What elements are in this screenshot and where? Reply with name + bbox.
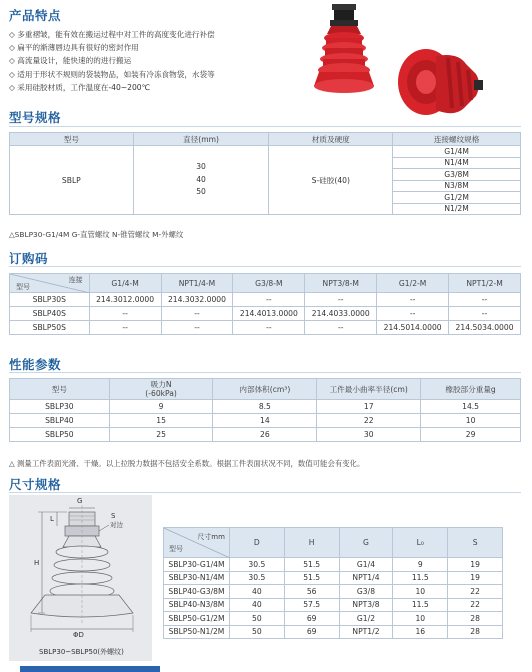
table-cell: 28 [448,625,503,639]
table-cell: 40 [229,585,284,599]
table-row [164,571,503,585]
table-cell: 51.5 [284,558,339,572]
row-label: SBLP30S [10,293,90,307]
row-label: SBLP50-G1/2M [164,612,230,626]
divider [9,372,521,373]
model-name: SBLP [10,146,134,215]
table-cell: G1/4 [339,558,393,572]
table-cell: 30 [317,428,421,442]
table-cell: 69 [284,625,339,639]
table-cell: -- [449,293,521,307]
corner-header [164,528,230,558]
table-cell: 11.5 [393,598,448,612]
table-cell: 14 [213,414,317,428]
divider [9,126,521,127]
feature-item: ◇ 采用硅胶材质，工作温度在-40~200℃ [9,82,151,92]
suction-cup-bottom-image [396,44,484,122]
table-row [10,321,521,335]
table-cell: 16 [393,625,448,639]
column-header: L₀ [393,528,448,558]
perf-table [9,378,521,442]
table-cell: 28 [448,612,503,626]
table-cell: 22 [317,414,421,428]
thread-value: N1/4M [393,157,521,169]
table-cell: 8.5 [213,400,317,414]
corner-bottom-label: 型号 [16,283,30,291]
table-cell: 19 [448,571,503,585]
corner-bottom-label: 型号 [169,545,183,553]
column-header: 型号 [10,379,110,400]
table-cell: 50 [229,625,284,639]
divider [9,266,521,267]
column-header: 橡胶部分重量g [421,379,521,400]
feature-item: ◇ 适用于形状不规则的袋装物品，如装有冷冻食物袋，水袋等 [9,69,215,79]
table-cell: -- [377,293,449,307]
table-cell: -- [305,321,377,335]
row-label: SBLP40S [10,307,90,321]
table-cell: G3/8 [339,585,393,599]
table-row [10,293,521,307]
table-cell: G1/2 [339,612,393,626]
column-header: 直径(mm) [133,133,269,146]
table-cell: 29 [421,428,521,442]
table-row [10,400,521,414]
thread-value: G3/8M [393,169,521,181]
order-title: 订购码 [9,251,49,266]
row-label: SBLP40-G3/8M [164,585,230,599]
corner-top-label: 连接 [68,276,83,284]
column-header: G1/4-M [89,274,161,293]
table-row [10,428,521,442]
table-cell: -- [89,307,161,321]
table-cell: -- [233,293,305,307]
column-header: G3/8-M [233,274,305,293]
table-row [10,307,521,321]
row-label: SBLP30-N1/4M [164,571,230,585]
column-header: G [339,528,393,558]
header-line: 吸力N [150,380,172,389]
thread-value: N1/2M [393,203,521,215]
column-header: 内部体积(cm³) [213,379,317,400]
table-cell: -- [305,293,377,307]
table-cell: 214.5034.0000 [449,321,521,335]
table-cell: NPT1/4 [339,571,393,585]
table-cell: 26 [213,428,317,442]
column-header: G1/2-M [377,274,449,293]
table-cell: 214.5014.0000 [377,321,449,335]
column-header [109,379,213,400]
table-cell: 19 [448,558,503,572]
dim-label-l: L [50,515,54,523]
diagram-caption: SBLP30~SBLP50(外螺纹) [39,648,124,656]
dim-label-s-desc: 对边 [110,521,123,529]
material-value: S-硅胶(40) [269,146,393,215]
row-label: SBLP50 [10,428,110,442]
table-cell: -- [161,307,233,321]
table-cell: 30.5 [229,571,284,585]
table-cell: 10 [421,414,521,428]
table-cell: 214.4013.0000 [233,307,305,321]
table-cell: NPT1/2 [339,625,393,639]
table-cell: 50 [229,612,284,626]
dim-label-s: S [111,512,116,520]
diameter-value: 30 [196,162,206,172]
thread-value: G1/4M [393,146,521,158]
model-table [9,132,521,215]
table-cell: 22 [448,585,503,599]
column-header: H [284,528,339,558]
table-cell: 14.5 [421,400,521,414]
table-cell: -- [89,321,161,335]
table-cell: 214.3032.0000 [161,293,233,307]
row-label: SBLP30-G1/4M [164,558,230,572]
table-cell: -- [449,307,521,321]
table-cell: 69 [284,612,339,626]
table-cell: 15 [109,414,213,428]
table-cell: 51.5 [284,571,339,585]
column-header: NPT1/2-M [449,274,521,293]
column-header: 型号 [10,133,134,146]
dimension-diagram [9,495,152,661]
table-cell: 57.5 [284,598,339,612]
table-cell: 22 [448,598,503,612]
row-label: SBLP50S [10,321,90,335]
table-cell: 10 [393,585,448,599]
corner-header [10,274,90,293]
order-table [9,273,521,335]
table-row [164,612,503,626]
row-label: SBLP50-N1/2M [164,625,230,639]
table-row [164,625,503,639]
thread-value: G1/2M [393,192,521,204]
feature-list [9,28,309,94]
corner-top-label: 尺寸mm [197,533,225,541]
feature-item: ◇ 高流量设计，能快速的的进行搬运 [9,56,132,66]
column-header: D [229,528,284,558]
table-row [10,414,521,428]
divider [9,492,521,493]
table-row [164,585,503,599]
perf-title: 性能参数 [9,357,62,372]
column-header: NPT1/4-M [161,274,233,293]
dim-label-h: H [34,559,40,567]
diameter-value: 50 [196,187,206,197]
row-label: SBLP40-N3/8M [164,598,230,612]
table-row [164,598,503,612]
model-note: △SBLP30-G1/4M G-直管螺纹 N-锥管螺纹 M-外螺纹 [9,230,184,239]
table-cell: 9 [109,400,213,414]
table-cell: 9 [393,558,448,572]
table-cell: 40 [229,598,284,612]
dim-label-g: G [77,497,83,505]
dim-title: 尺寸规格 [9,477,62,492]
thread-value: N3/8M [393,180,521,192]
column-header: S [448,528,503,558]
table-cell: 11.5 [393,571,448,585]
table-cell: 17 [317,400,421,414]
feature-item: ◇ 扁平的渐薄唇边具有很好的密封作用 [9,43,139,53]
row-label: SBLP30 [10,400,110,414]
table-cell: 30.5 [229,558,284,572]
table-cell: 214.3012.0000 [89,293,161,307]
table-cell: NPT3/8 [339,598,393,612]
header-line: (-60kPa) [145,389,177,398]
dimension-table [163,527,503,639]
features-title: 产品特点 [9,8,62,23]
model-title: 型号规格 [9,110,62,125]
suction-cup-image [313,4,375,96]
table-cell: 214.4033.0000 [305,307,377,321]
dim-label-d: ΦD [73,631,84,639]
column-header: NPT3/8-M [305,274,377,293]
table-cell: 10 [393,612,448,626]
table-cell: -- [161,321,233,335]
table-row [164,558,503,572]
table-cell: 56 [284,585,339,599]
feature-item: ◇ 多重褶皱，能有效在搬运过程中对工件的高度变化进行补偿 [9,30,215,39]
perf-note: △ 测量工件表面光滑、干燥。以上拉脱力数据不包括安全系数。根据工件表面状况不同，数值可能会有变化。 [9,459,365,468]
diameter-value: 40 [196,174,206,184]
table-cell: -- [233,321,305,335]
column-header: 工件最小曲率半径(cm) [317,379,421,400]
column-header: 连接螺纹规格 [393,133,521,146]
row-label: SBLP40 [10,414,110,428]
table-cell: 25 [109,428,213,442]
diameter-list [133,146,269,215]
footer-bar [20,666,160,672]
table-cell: -- [377,307,449,321]
column-header: 材质及硬度 [269,133,393,146]
